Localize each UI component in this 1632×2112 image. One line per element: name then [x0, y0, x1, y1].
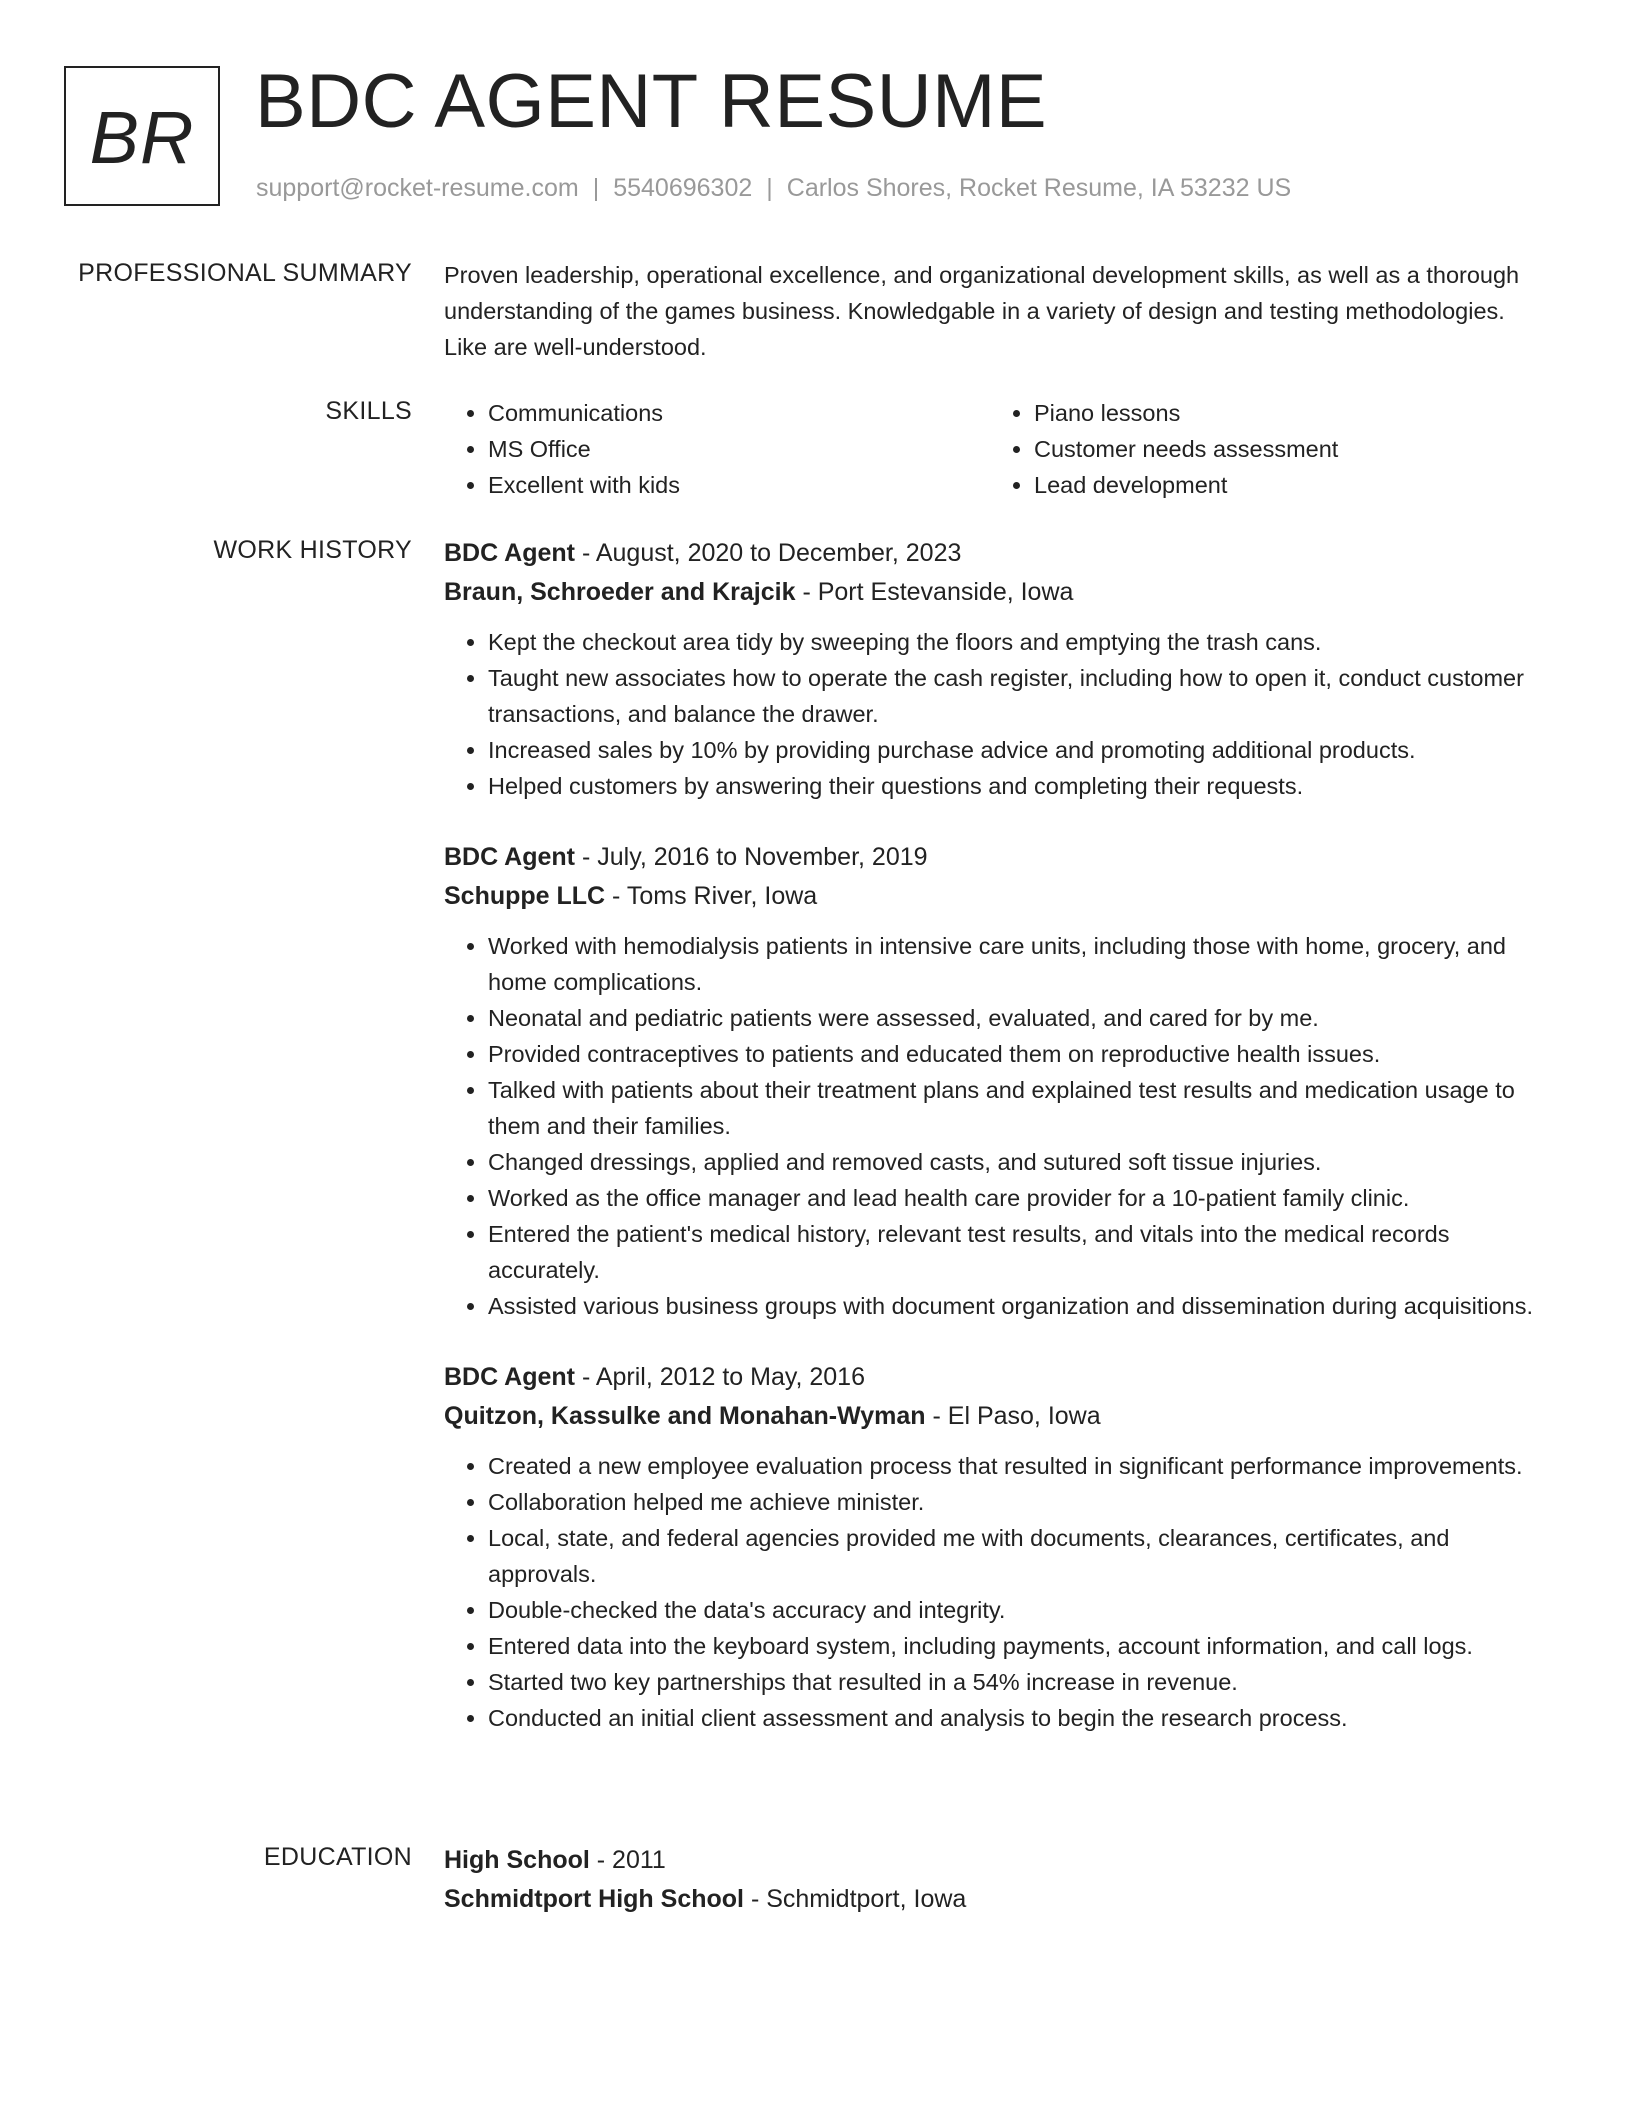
job-title-line	[444, 838, 1549, 876]
education-degree: High School	[444, 1846, 590, 1874]
job-bullets	[444, 624, 1549, 804]
education-school: Schmidtport High School	[444, 1885, 744, 1913]
job-bullet: • Provided contraceptives to patients and educated them on reproductive health issues.	[488, 1036, 1549, 1072]
job-dates: - April, 2012 to May, 2016	[575, 1363, 865, 1391]
job-bullet: • Talked with patients about their treatment plans and explained test results and medication usage to them and their families.	[488, 1072, 1549, 1144]
skill-item: • Piano lessons	[1034, 395, 1536, 431]
monogram-box	[64, 66, 220, 206]
summary-text: Proven leadership, operational excellence, and organizational development skills, as well as a thorough understanding of the games business. Knowledgable in a variety of design and testing methodologies. Like are well-understood.	[444, 262, 1520, 360]
job-dates: - August, 2020 to December, 2023	[575, 539, 962, 567]
job-entry	[444, 838, 1549, 1324]
job-bullet: • Assisted various business groups with document organization and dissemination during acquisitions.	[488, 1288, 1549, 1324]
education-school-line	[444, 1879, 1549, 1919]
page-title: BDC AGENT RESUME	[255, 59, 1048, 144]
skills-heading: SKILLS	[325, 397, 412, 425]
job-title-line	[444, 534, 1549, 572]
contact-phone: 5540696302	[613, 174, 753, 202]
skill-item: • Customer needs assessment	[1034, 431, 1536, 467]
job-entry	[444, 534, 1549, 804]
job-company-line	[444, 1396, 1549, 1436]
job-bullet: • Local, state, and federal agencies provided me with documents, clearances, certificates, and approvals.	[488, 1520, 1549, 1592]
job-bullet: • Worked with hemodialysis patients in intensive care units, including those with home, grocery, and home complications.	[488, 928, 1549, 1000]
skill-item: • Lead development	[1034, 467, 1536, 503]
skills-list	[444, 395, 1549, 503]
job-title-line	[444, 1358, 1549, 1396]
contact-line	[256, 174, 1291, 203]
education-heading: EDUCATION	[263, 1843, 412, 1871]
job-bullet: • Helped customers by answering their questions and completing their requests.	[488, 768, 1549, 804]
job-bullet: • Taught new associates how to operate the cash register, including how to open it, conduct customer transactions, and balance the drawer.	[488, 660, 1549, 732]
skill-item: • Excellent with kids	[488, 467, 990, 503]
job-location: - Toms River, Iowa	[605, 882, 818, 910]
job-company: Schuppe LLC	[444, 882, 606, 910]
contact-email: support@rocket-resume.com	[256, 174, 579, 202]
work-history-heading: WORK HISTORY	[213, 536, 412, 564]
job-company-line	[444, 572, 1549, 612]
summary-body	[444, 257, 1549, 365]
summary-heading: PROFESSIONAL SUMMARY	[78, 259, 412, 287]
job-title: BDC Agent	[444, 1363, 576, 1391]
job-bullet: • Created a new employee evaluation process that resulted in significant performance improvements.	[488, 1448, 1549, 1484]
job-bullet: • Kept the checkout area tidy by sweeping the floors and emptying the trash cans.	[488, 624, 1549, 660]
education-degree-line	[444, 1841, 1549, 1879]
job-bullet: • Double-checked the data's accuracy and integrity.	[488, 1592, 1549, 1628]
job-bullet: • Worked as the office manager and lead health care provider for a 10-patient family clinic.	[488, 1180, 1549, 1216]
job-company: Quitzon, Kassulke and Monahan-Wyman	[444, 1402, 926, 1430]
contact-address: Carlos Shores, Rocket Resume, IA 53232 US	[786, 174, 1292, 202]
contact-separator: |	[766, 174, 773, 202]
skill-item: • Communications	[488, 395, 990, 431]
job-entry	[444, 1358, 1549, 1736]
job-location: - Port Estevanside, Iowa	[795, 578, 1074, 606]
job-bullet: • Entered data into the keyboard system, including payments, account information, and call logs.	[488, 1628, 1549, 1664]
monogram-initials: BR	[89, 95, 195, 179]
education-location: - Schmidtport, Iowa	[744, 1885, 967, 1913]
job-bullet: • Collaboration helped me achieve minister.	[488, 1484, 1549, 1520]
job-bullet: • Entered the patient's medical history, relevant test results, and vitals into the medical records accurately.	[488, 1216, 1549, 1288]
job-title: BDC Agent	[444, 539, 576, 567]
education-year: - 2011	[589, 1846, 666, 1874]
contact-separator: |	[592, 174, 600, 202]
skill-item: • MS Office	[488, 431, 990, 467]
job-dates: - July, 2016 to November, 2019	[575, 843, 928, 871]
job-bullet: • Changed dressings, applied and removed casts, and sutured soft tissue injuries.	[488, 1144, 1549, 1180]
job-bullet: • Neonatal and pediatric patients were assessed, evaluated, and cared for by me.	[488, 1000, 1549, 1036]
job-bullets	[444, 928, 1549, 1324]
job-title: BDC Agent	[444, 843, 576, 871]
job-location: - El Paso, Iowa	[925, 1402, 1101, 1430]
skills-column-right	[990, 395, 1536, 503]
job-bullet: • Conducted an initial client assessment and analysis to begin the research process.	[488, 1700, 1549, 1736]
job-bullet: • Started two key partnerships that resulted in a 54% increase in revenue.	[488, 1664, 1549, 1700]
education-body	[444, 1841, 1549, 1919]
job-bullets	[444, 1448, 1549, 1736]
work-history-body	[444, 534, 1549, 1736]
skills-column-left	[444, 395, 990, 503]
job-bullet: • Increased sales by 10% by providing purchase advice and promoting additional products.	[488, 732, 1549, 768]
job-company-line	[444, 876, 1549, 916]
job-company: Braun, Schroeder and Krajcik	[444, 578, 796, 606]
